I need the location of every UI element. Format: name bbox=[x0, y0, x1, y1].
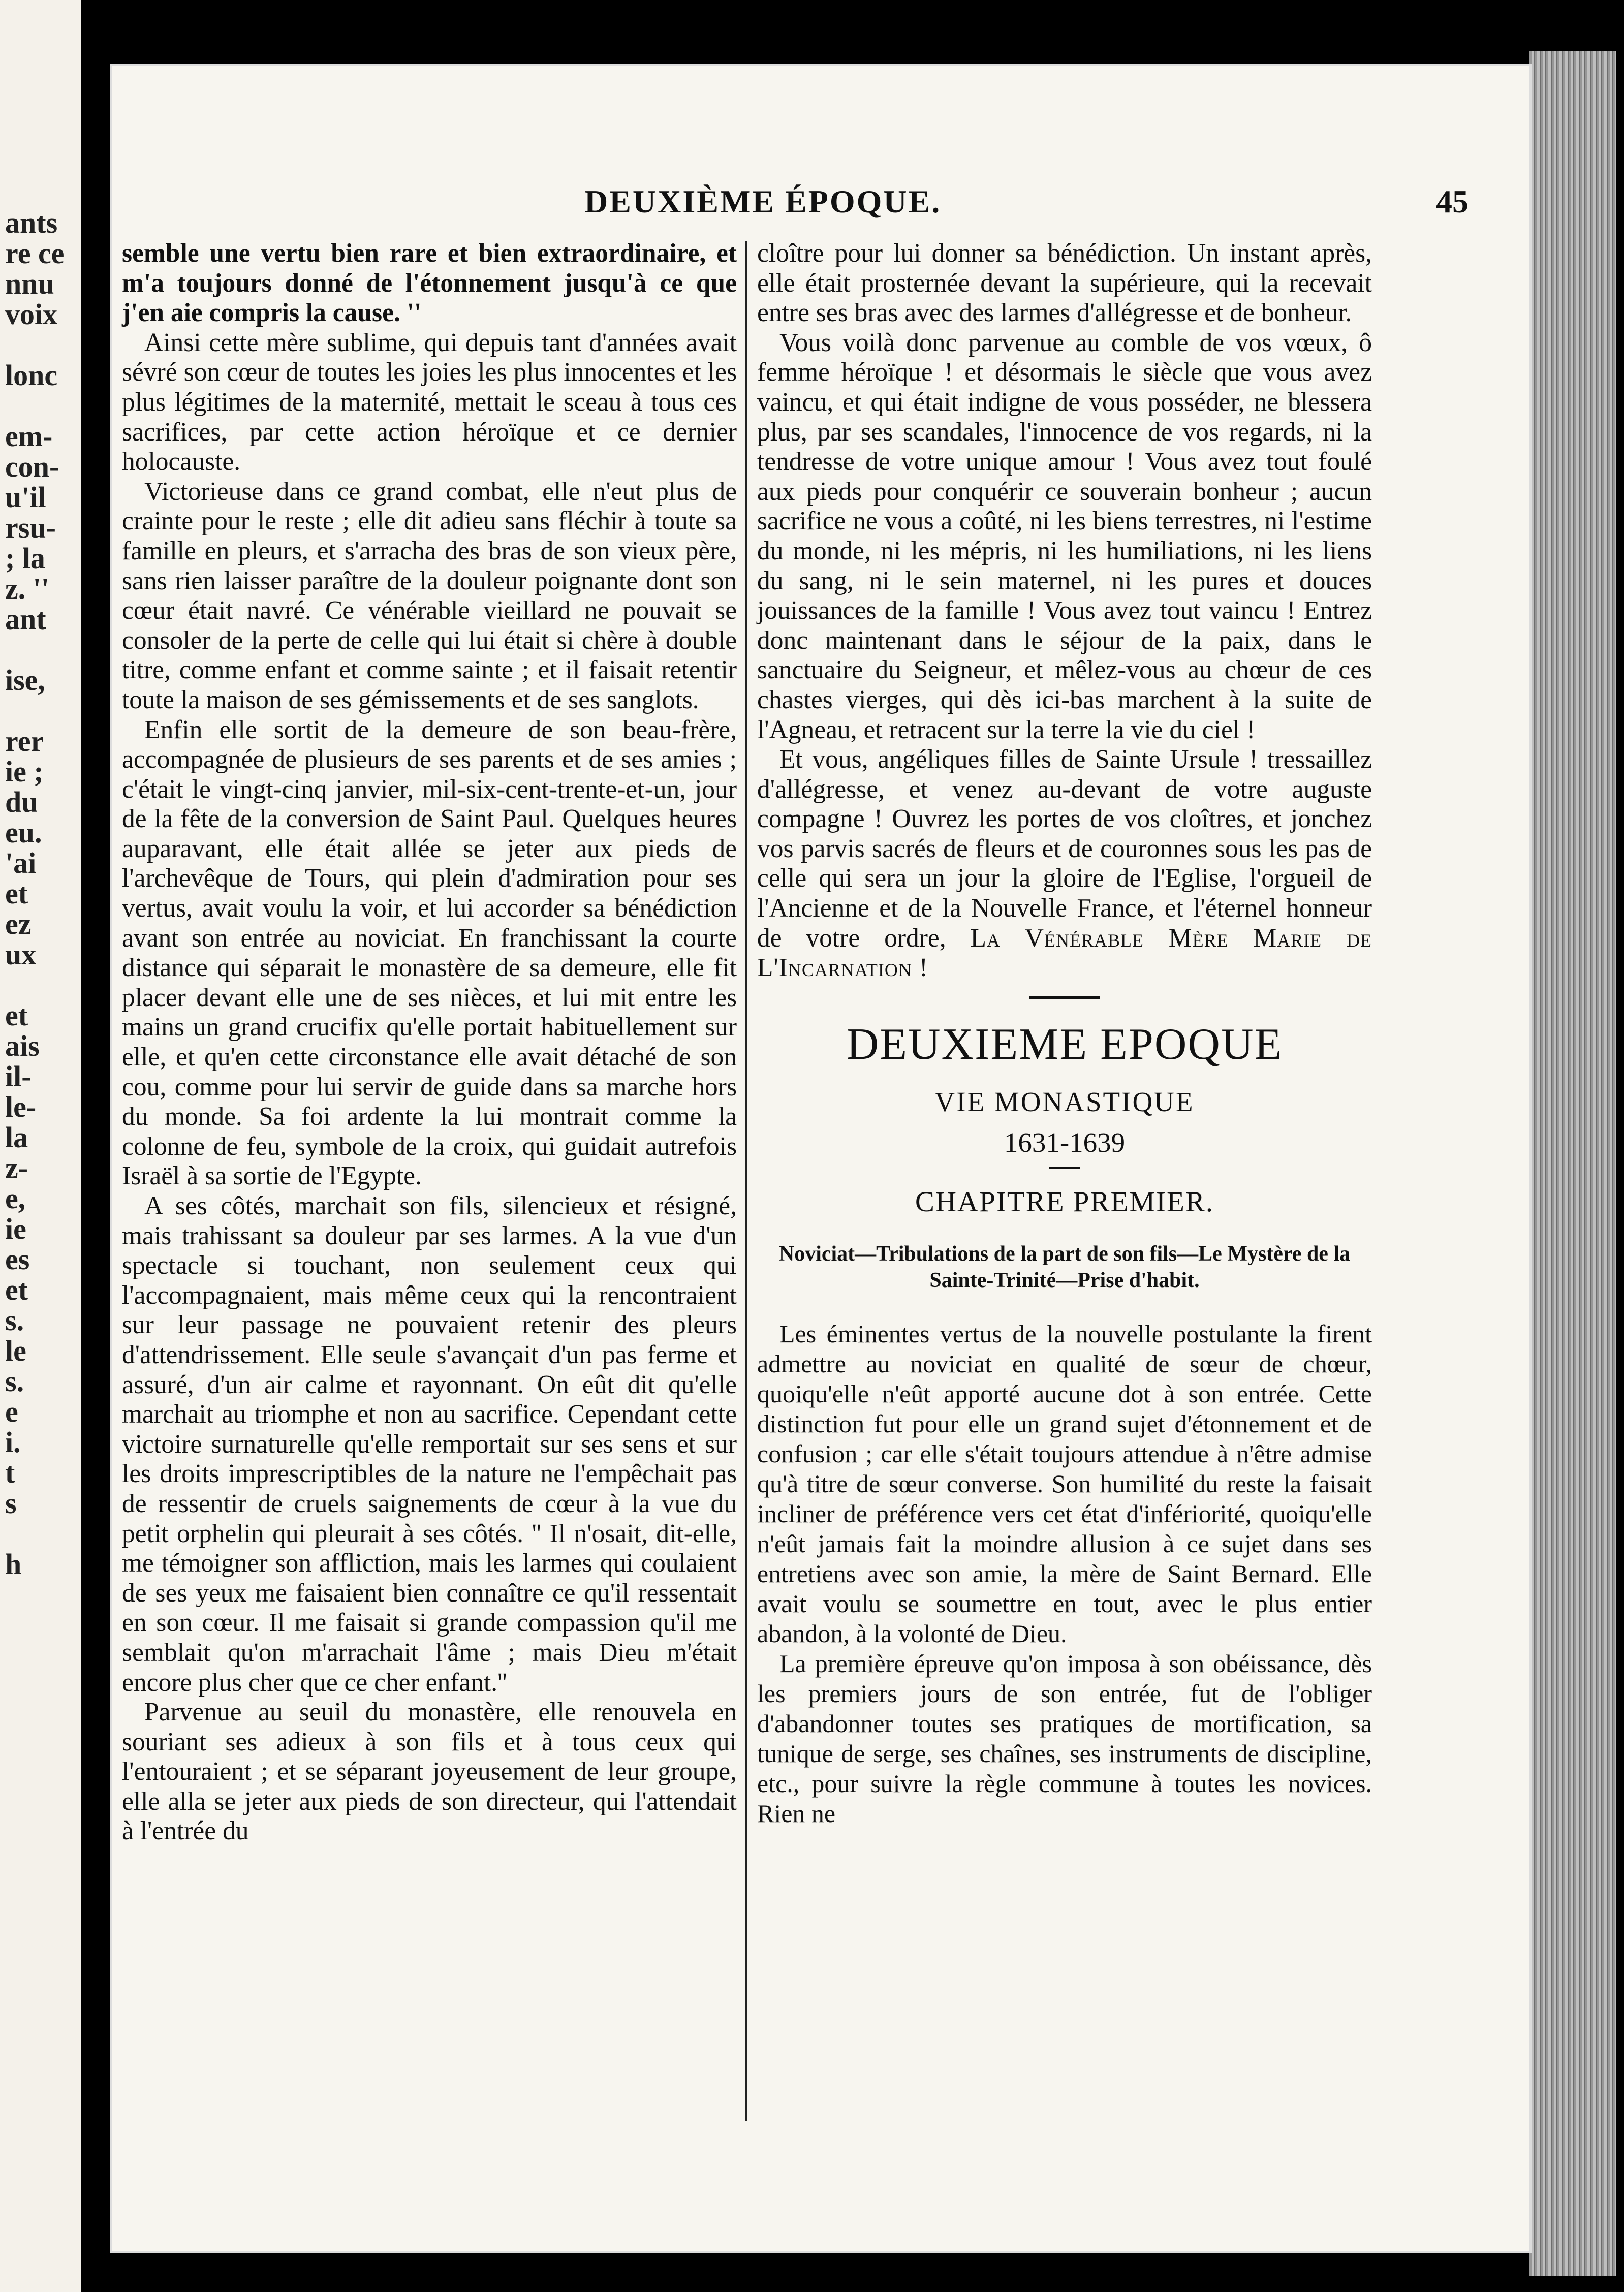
adjacent-page-fragment: ; la bbox=[5, 542, 45, 575]
adjacent-page-fragment: lonc bbox=[5, 359, 58, 392]
paragraph: Les éminentes vertus de la nouvelle postulante la firent admettre au noviciat en qualité de sœur de chœur, quoiqu'elle n'eût apporté aucune dot à son entrée. Cette distinction fut pour elle un grand sujet d'étonnement et de confusion ; car elle s'était toujours attendue à n'être admise qu'à titre de sœur converse. Son humilité du reste la faisait incliner de préférence vers cet état d'infériorité, quoiqu'elle n'eût jamais fait la moindre allusion à ce sujet dans ses entretiens avec son amie, la mère de Saint Bernard. Elle avait voulu se soumettre en tout, avec le plus entier abandon, à la volonté de Dieu. bbox=[757, 1319, 1372, 1648]
adjacent-page-fragment: la bbox=[5, 1121, 28, 1154]
adjacent-page-fragment: ez bbox=[5, 907, 32, 940]
paragraph: cloître pour lui donner sa bénédiction. Un instant après, elle était prosternée devant la supérieure, qui la recevait entre ses bras avec des larmes d'allégresse et de bonheur. bbox=[757, 239, 1372, 328]
adjacent-page-fragment: et bbox=[5, 999, 28, 1032]
adjacent-page-fragment: rsu- bbox=[5, 511, 56, 544]
adjacent-page-fragment: et bbox=[5, 1273, 28, 1306]
adjacent-page-fragment: il- bbox=[5, 1060, 32, 1093]
adjacent-page-fragment: ise, bbox=[5, 664, 45, 697]
adjacent-page-fragment: re ce bbox=[5, 237, 65, 270]
section-title: DEUXIEME EPOQUE bbox=[846, 1019, 1283, 1069]
adjacent-page-fragment: du bbox=[5, 786, 38, 819]
paragraph: semble une vertu bien rare et bien extraordinaire, et m'a toujours donné de l'étonnement jusqu'à ce que j'en aie compris la cause. '' bbox=[122, 239, 737, 328]
section-rule bbox=[1029, 996, 1100, 999]
section-subtitle: VIE MONASTIQUE bbox=[934, 1086, 1195, 1117]
paragraph bbox=[757, 745, 1372, 983]
adjacent-page-fragment: ie bbox=[5, 1212, 26, 1245]
adjacent-page-fragment: 'ai bbox=[5, 846, 37, 880]
adjacent-page-fragment: et bbox=[5, 877, 28, 910]
adjacent-page-fragment: ux bbox=[5, 938, 37, 971]
paragraph-text: Et vous, angéliques filles de Sainte Ursule ! tressaillez d'allégresse, et venez au-devant de votre auguste compagne ! Ouvrez les portes de vos cloîtres, et jonchez vos parvis sacrés de fleurs et de couronnes sous les pas de celle qui sera un jour la gloire de l'Eglise, l'orgueil de l'Ancienne et de la Nouvelle France, et l'éternel honneur de votre ordre, bbox=[757, 745, 1372, 953]
chapter-summary: Noviciat—Tribulations de la part de son fils—Le Mystère de la Sainte-Trinité—Prise d'habit. bbox=[778, 1242, 1351, 1292]
right-column bbox=[757, 239, 1372, 1829]
running-header bbox=[112, 183, 1529, 244]
adjacent-page-fragment: i. bbox=[5, 1426, 21, 1459]
paragraph: Victorieuse dans ce grand combat, elle n'eut plus de crainte pour le reste ; elle dit adieu sans fléchir à toute sa famille en pleurs, et s'arracha des bras de son vieux père, sans rien laisser paraître de la douleur poignante dont son cœur était navré. Ce vénérable vieillard ne pouvait se consoler de la perte de celle qui lui était si chère à double titre, comme enfant et comme sainte ; et il faisait retentir toute la maison de ses gémissements et de ses sanglots. bbox=[122, 477, 737, 714]
adjacent-page-fragment: con- bbox=[5, 450, 59, 483]
book-page bbox=[112, 66, 1529, 2251]
paragraph: Ainsi cette mère sublime, qui depuis tant d'années avait sévré son cœur de toutes les joies les plus innocentes et les plus légitimes de la maternité, mettait le sceau à tous ces sacrifices, par cette action héroïque et ce dernier holocauste. bbox=[122, 328, 737, 477]
chapter-title: CHAPITRE PREMIER. bbox=[915, 1186, 1214, 1218]
adjacent-page-fragment: ais bbox=[5, 1029, 40, 1062]
adjacent-page-fragment: nnu bbox=[5, 267, 54, 300]
adjacent-page-fragment: le- bbox=[5, 1090, 37, 1123]
adjacent-page-fragment: u'il bbox=[5, 481, 46, 514]
paragraph: Parvenue au seuil du monastère, elle renouvela en souriant ses adieux à son fils et à tous ceux qui l'entouraient ; et se séparant joyeusement de leur groupe, elle alla se jeter aux pieds de son directeur, qui l'attendait à l'entrée du bbox=[122, 1698, 737, 1846]
adjacent-page-fragment: e, bbox=[5, 1182, 26, 1215]
page-edge-strip bbox=[1529, 51, 1616, 2276]
adjacent-page-fragment: em- bbox=[5, 420, 53, 453]
adjacent-page-strip bbox=[0, 0, 86, 2292]
running-title: DEUXIÈME ÉPOQUE. bbox=[584, 183, 942, 219]
adjacent-page-fragment: s. bbox=[5, 1365, 24, 1398]
chapter-rule bbox=[1049, 1167, 1080, 1169]
adjacent-page-fragment: z. '' bbox=[5, 572, 49, 605]
paragraph: La première épreuve qu'on imposa à son obéissance, dès les premiers jours de son entrée, fut de l'obliger d'abandonner toutes ses pratiques de mortification, sa tunique de serge, ses chaînes, ses instruments de discipline, etc., pour suivre la règle commune à toutes les novices. Rien ne bbox=[757, 1649, 1372, 1828]
left-column bbox=[122, 239, 737, 1846]
paragraph: Enfin elle sortit de la demeure de son beau-frère, accompagnée de plusieurs de ses parents et de ses amies ; c'était le vingt-cinq janvier, mil-six-cent-trente-et-un, jour de la fête de la conversion de Saint Paul. Quelques heures auparavant, elle était allée se jeter aux pieds de l'archevêque de Tours, qui plein d'admiration pour ses vertus, avait voulu la voir, et lui accorder sa bénédiction avant son entrée au noviciat. En franchissant la courte distance qui séparait le monastère de sa demeure, elle fit placer devant elle une de ses nièces, et lui mit entre les mains un grand crucifix qu'elle portait habituellement sur elle, et qu'en cette circonstance elle avait détaché de son cou, comme pour lui servir de guide dans sa marche hors du monde. Sa foi ardente la lui montrait comme la colonne de feu, symbole de la croix, qui guidait autrefois Israël à sa sortie de l'Egypte. bbox=[122, 715, 737, 1191]
adjacent-page-fragment: rer bbox=[5, 725, 44, 758]
adjacent-page-fragment: s bbox=[5, 1487, 17, 1520]
adjacent-page-fragment: eu. bbox=[5, 816, 42, 849]
page-number: 45 bbox=[1436, 183, 1469, 219]
column-divider bbox=[745, 241, 747, 2121]
adjacent-page-fragment: t bbox=[5, 1456, 15, 1489]
adjacent-page-fragment: ie ; bbox=[5, 755, 44, 788]
adjacent-page-fragment: s. bbox=[5, 1304, 24, 1337]
adjacent-page-fragment: h bbox=[5, 1548, 22, 1581]
adjacent-page-fragment: ants bbox=[5, 206, 58, 239]
adjacent-page-fragment: le bbox=[5, 1334, 26, 1367]
adjacent-page-fragment: ant bbox=[5, 603, 46, 636]
adjacent-page-fragment: z- bbox=[5, 1151, 28, 1184]
adjacent-page-fragment: e bbox=[5, 1395, 18, 1428]
venerable-name: La Vénérable Mère Marie de L'Incarnation ! bbox=[757, 923, 1372, 983]
section-years: 1631-1639 bbox=[1004, 1127, 1126, 1158]
adjacent-page-fragment: voix bbox=[5, 298, 58, 331]
paragraph: A ses côtés, marchait son fils, silencieux et résigné, mais trahissant sa douleur par ses larmes. A la vue d'un spectacle si touchant, non seulement ceux qui l'accompagnaient, mais même ceux qui la rencontraient sur leur passage ne pouvaient retenir des pleurs d'attendrissement. Elle seule s'avançait d'un pas ferme et assuré, d'un air calme et rayonnant. On eût dit qu'elle marchait au triomphe et non au sacrifice. Cependant cette victoire surnaturelle qu'elle remportait sur ses sens et sur les droits imprescriptibles de la nature ne l'empêchait pas de ressentir de cruels saignements de cœur à la vue du petit orphelin qui pleurait à ses côtés. '' Il n'osait, dit-elle, me témoigner son affliction, mais les larmes qui coulaient de ses yeux me faisaient bien connaître ce qu'il ressentait en son cœur. Il me faisait si grande compassion qu'il me semblait qu'on m'arrachait l'âme ; mais Dieu m'était encore plus cher que ce cher enfant.'' bbox=[122, 1191, 737, 1697]
paragraph: Vous voilà donc parvenue au comble de vos vœux, ô femme héroïque ! et désormais le siècle que vous avez vaincu, et qui était indigne de vous posséder, ne blessera plus, par ses scandales, l'innocence de vos regards, ni la tendresse de votre unique amour ! Vous avez tout foulé aux pieds pour conquérir ce souverain bonheur ; aucun sacrifice ne vous a coûté, ni les biens terrestres, ni l'estime du monde, ni les mépris, ni les humiliations, ni les liens du sang, ni le sein maternel, ni les pures et douces jouissances de la famille ! Vous avez tout vaincu ! Entrez donc maintenant dans le séjour de la paix, dans le sanctuaire du Seigneur, et mêlez-vous au chœur de ces chastes vierges, qui dès ici-bas marchent à la suite de l'Agneau, et retracent sur la terre la vie du ciel ! bbox=[757, 328, 1372, 744]
adjacent-page-fragment: es bbox=[5, 1243, 30, 1276]
